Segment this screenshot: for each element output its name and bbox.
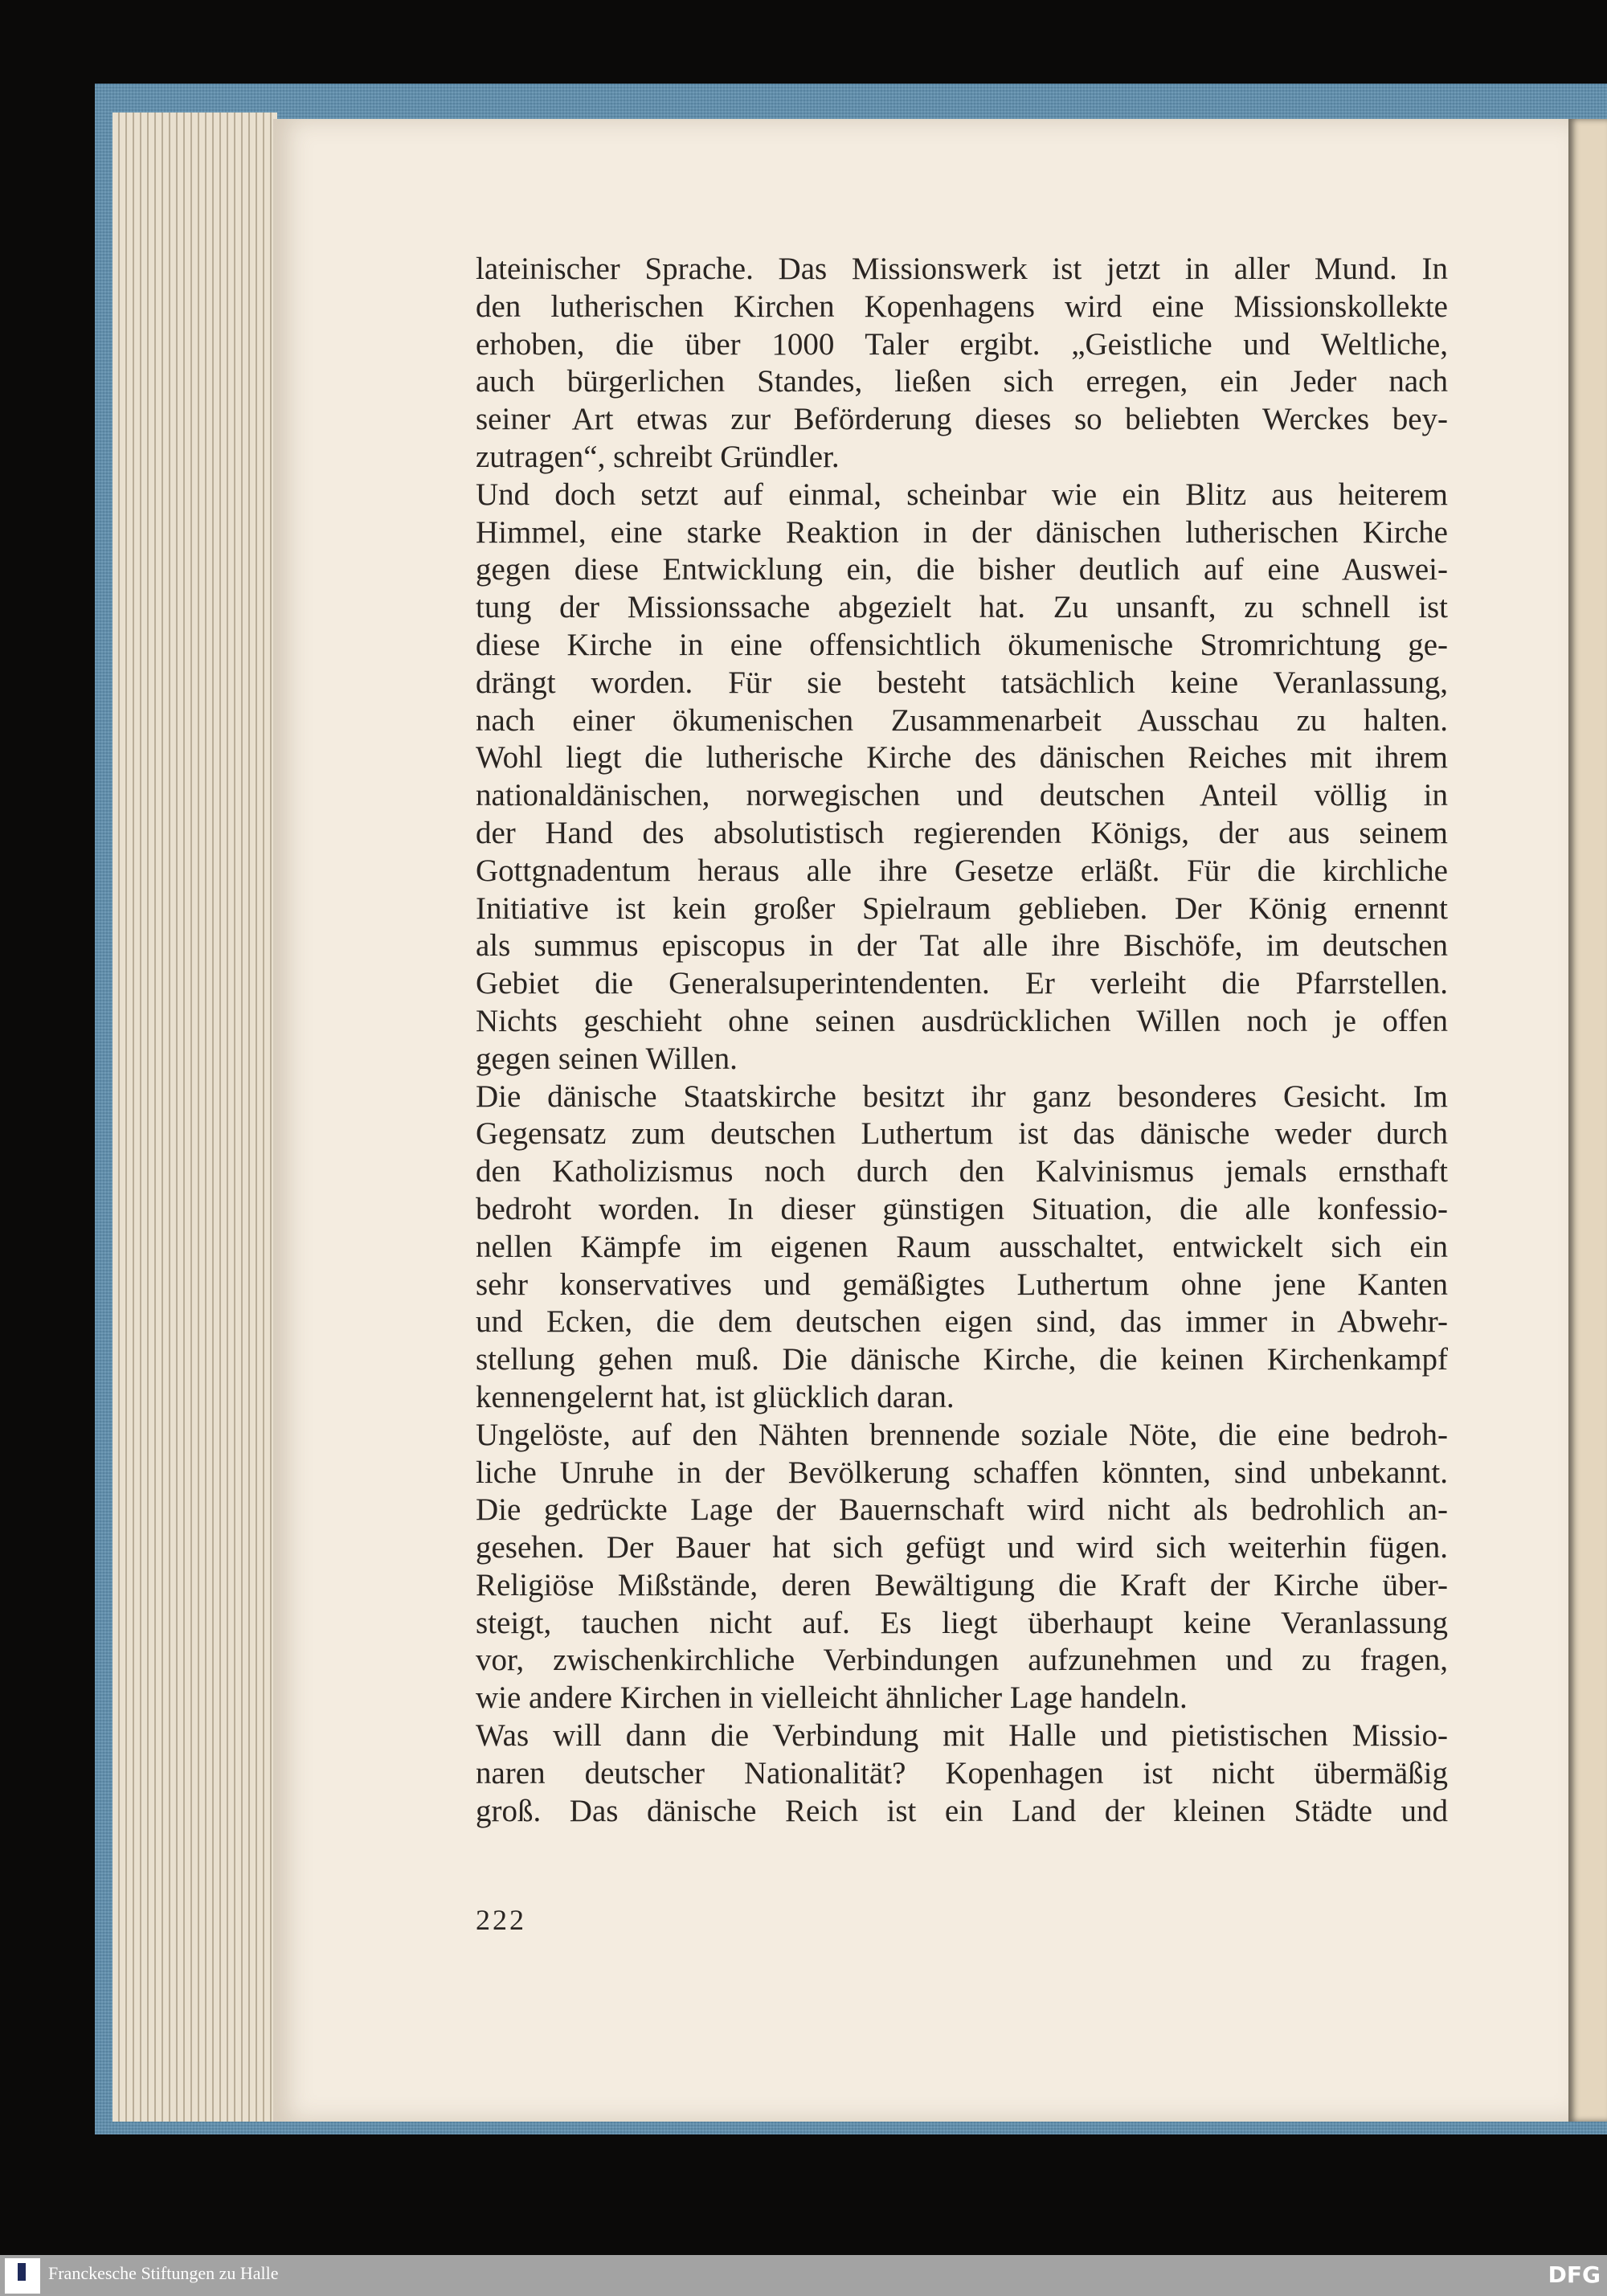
text-line: Gottgnadentum heraus alle ihre Gesetze erläßt. Für die kirchliche xyxy=(476,853,1448,888)
paragraph xyxy=(476,251,1448,477)
text-line: tung der Missionssache abgezielt hat. Zu unsanft, zu schnell ist xyxy=(476,590,1448,625)
text-line: vor, zwischenkirchliche Verbindungen aufzunehmen und zu fragen, xyxy=(476,1643,1448,1678)
paragraph xyxy=(476,1078,1448,1417)
text-line: nellen Kämpfe im eigenen Raum ausschaltet, entwickelt sich ein xyxy=(476,1229,1448,1264)
paragraph xyxy=(476,1717,1448,1830)
text-line: Die gedrückte Lage der Bauernschaft wird nicht als bedrohlich an- xyxy=(476,1492,1448,1528)
text-line: Gebiet die Generalsuperintendenten. Er verleiht die Pfarrstellen. xyxy=(476,966,1448,1001)
dfg-logo: DFG xyxy=(1548,2261,1601,2288)
text-line: nach einer ökumenischen Zusammenarbeit Ausschau zu halten. xyxy=(476,702,1448,738)
paragraph xyxy=(476,477,1448,1078)
text-line: Ungelöste, auf den Nähten brennende soziale Nöte, die eine bedroh- xyxy=(476,1417,1448,1452)
page-stack xyxy=(112,113,277,2122)
footer-bar xyxy=(0,2255,1607,2296)
text-line: Gegensatz zum deutschen Luthertum ist das dänische weder durch xyxy=(476,1116,1448,1152)
text-line: Religiöse Mißstände, deren Bewältigung die Kraft der Kirche über- xyxy=(476,1567,1448,1602)
text-line: Himmel, eine starke Reaktion in der dänischen lutherischen Kirche xyxy=(476,514,1448,550)
text-line: Initiative ist kein großer Spielraum geblieben. Der König ernennt xyxy=(476,890,1448,926)
text-line: Wohl liegt die lutherische Kirche des dänischen Reiches mit ihrem xyxy=(476,740,1448,776)
text-line: diese Kirche in eine offensichtlich ökumenische Stromrichtung ge- xyxy=(476,627,1448,662)
text-line: drängt worden. Für sie besteht tatsächlich keine Veranlassung, xyxy=(476,665,1448,700)
francke-logo-icon xyxy=(5,2258,40,2294)
paragraph xyxy=(476,1417,1448,1717)
text-line: gegen seinen Willen. xyxy=(476,1041,738,1076)
text-line: sehr konservatives und gemäßigtes Luthertum ohne jene Kanten xyxy=(476,1267,1448,1302)
text-line: den lutherischen Kirchen Kopenhagens wird eine Missionskollekte xyxy=(476,289,1448,324)
next-page-edge xyxy=(1568,119,1607,2122)
text-line: gesehen. Der Bauer hat sich gefügt und wird sich weiterhin fügen. xyxy=(476,1530,1448,1565)
body-text xyxy=(476,251,1448,1830)
text-line: den Katholizismus noch durch den Kalvinismus jemals ernsthaft xyxy=(476,1154,1448,1189)
text-line: lateinischer Sprache. Das Missionswerk ist jetzt in aller Mund. In xyxy=(476,252,1448,286)
text-line: Was will dann die Verbindung mit Halle und pietistischen Missio- xyxy=(476,1718,1448,1754)
text-line: naren deutscher Nationalität? Kopenhagen ist nicht übermäßig xyxy=(476,1755,1448,1791)
text-line: liche Unruhe in der Bevölkerung schaffen könnten, sind unbekannt. xyxy=(476,1455,1448,1490)
text-line: der Hand des absolutistisch regierenden Königs, der aus seinem xyxy=(476,815,1448,850)
text-line: und Ecken, die dem deutschen eigen sind, das immer in Abwehr- xyxy=(476,1304,1448,1340)
text-line: Nichts geschieht ohne seinen ausdrücklichen Willen noch je offen xyxy=(476,1003,1448,1038)
text-line: kennengelernt hat, ist glücklich daran. xyxy=(476,1379,955,1414)
text-line: als summus episcopus in der Tat alle ihre Bischöfe, im deutschen xyxy=(476,928,1448,964)
institution-name: Franckesche Stiftungen zu Halle xyxy=(48,2263,279,2283)
text-line: stellung gehen muß. Die dänische Kirche, die keinen Kirchenkampf xyxy=(476,1342,1448,1377)
text-line: Die dänische Staatskirche besitzt ihr ganz besonderes Gesicht. Im xyxy=(476,1078,1448,1114)
text-line: gegen diese Entwicklung ein, die bisher deutlich auf eine Auswei- xyxy=(476,552,1448,587)
text-line: bedroht worden. In dieser günstigen Situation, die alle konfessio- xyxy=(476,1191,1448,1226)
text-line: auch bürgerlichen Standes, ließen sich erregen, ein Jeder nach xyxy=(476,364,1448,399)
text-line: nationaldänischen, norwegischen und deutschen Anteil völlig in xyxy=(476,778,1448,813)
text-line: seiner Art etwas zur Beförderung dieses so beliebten Werckes bey- xyxy=(476,402,1448,437)
text-line: wie andere Kirchen in vielleicht ähnlicher Lage handeln. xyxy=(476,1680,1188,1716)
text-line: Und doch setzt auf einmal, scheinbar wie ein Blitz aus heiterem xyxy=(476,477,1448,512)
text-line: groß. Das dänische Reich ist ein Land der kleinen Städte und xyxy=(476,1793,1448,1828)
text-line: steigt, tauchen nicht auf. Es liegt überhaupt keine Veranlassung xyxy=(476,1605,1448,1640)
page-number: 222 xyxy=(476,1904,526,1936)
text-line: erhoben, die über 1000 Taler ergibt. „Geistliche und Weltliche, xyxy=(476,326,1448,362)
text-line: zutragen“, schreibt Gründler. xyxy=(476,439,840,474)
